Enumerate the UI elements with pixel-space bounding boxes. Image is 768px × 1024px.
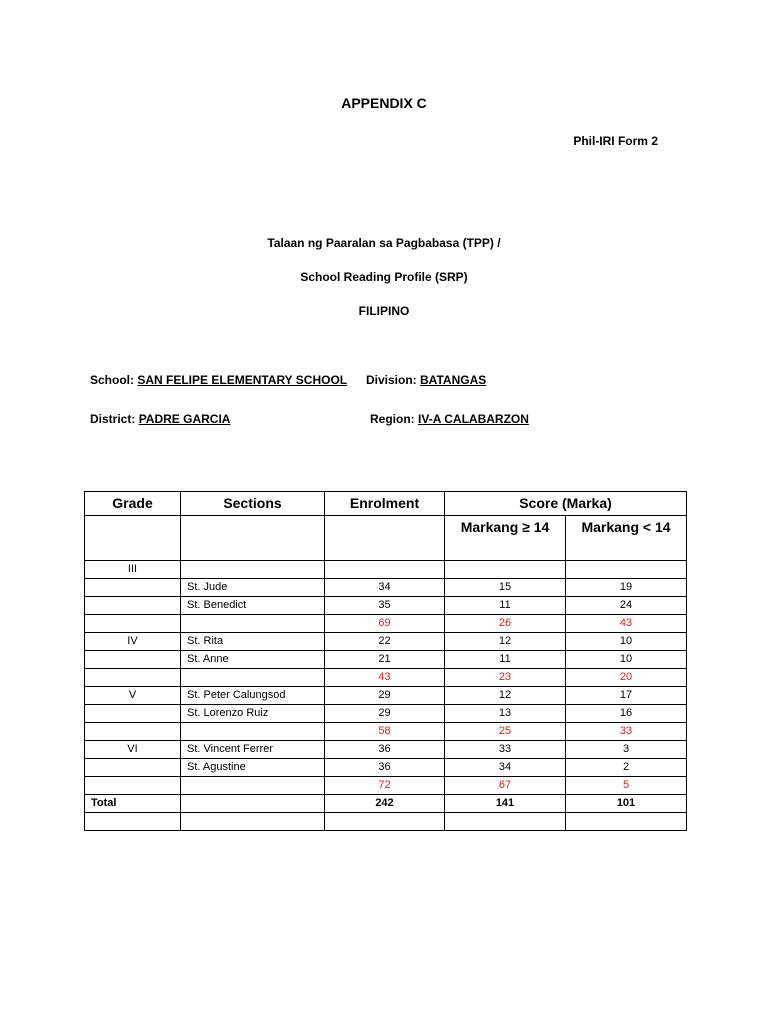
- document-title-line2: School Reading Profile (SRP): [300, 270, 468, 284]
- markang-lt-14-cell: 10: [566, 651, 687, 669]
- enrolment-cell: 58: [325, 723, 445, 741]
- table-row: [85, 741, 687, 759]
- markang-lt-14-cell: 33: [566, 723, 687, 741]
- grade-cell: III: [85, 561, 181, 579]
- region-field: [370, 412, 529, 426]
- appendix-title: APPENDIX C: [341, 95, 427, 111]
- markang-ge-14-cell: 15: [445, 579, 566, 597]
- section-cell: [181, 615, 325, 633]
- markang-lt-14-cell: 3: [566, 741, 687, 759]
- markang-ge-14-cell: 12: [445, 687, 566, 705]
- subtotal-row: [85, 669, 687, 687]
- district-value: PADRE GARCIA: [138, 412, 231, 426]
- school-field: [90, 373, 347, 387]
- empty-cell: [325, 813, 445, 831]
- division-value: BATANGAS: [420, 373, 487, 387]
- section-cell: St. Jude: [181, 579, 325, 597]
- section-cell: St. Vincent Ferrer: [181, 741, 325, 759]
- grade-cell: [85, 615, 181, 633]
- empty-cell: [566, 813, 687, 831]
- markang-ge-14-cell: 11: [445, 597, 566, 615]
- table-subheader-row: [85, 516, 687, 561]
- header-score: Score (Marka): [445, 492, 687, 516]
- subtotal-row: [85, 723, 687, 741]
- enrolment-cell: 36: [325, 759, 445, 777]
- header-markang-lt-14: Markang < 14: [566, 516, 687, 561]
- section-cell: St. Anne: [181, 651, 325, 669]
- document-title-line1: Talaan ng Paaralan sa Pagbabasa (TPP) /: [267, 236, 501, 250]
- markang-ge-14-cell: 11: [445, 651, 566, 669]
- markang-lt-14-cell: 10: [566, 633, 687, 651]
- grade-cell: V: [85, 687, 181, 705]
- markang-ge-14-cell: 34: [445, 759, 566, 777]
- enrolment-cell: 35: [325, 597, 445, 615]
- enrolment-cell: 29: [325, 687, 445, 705]
- district-field: [90, 412, 230, 426]
- markang-lt-14-cell: 17: [566, 687, 687, 705]
- table-header-row: [85, 492, 687, 516]
- grade-cell: [85, 597, 181, 615]
- markang-lt-14-cell: 16: [566, 705, 687, 723]
- markang-ge-14-cell: 25: [445, 723, 566, 741]
- header-grade: Grade: [85, 492, 181, 516]
- grade-cell: [85, 669, 181, 687]
- enrolment-cell: 22: [325, 633, 445, 651]
- enrolment-cell: 72: [325, 777, 445, 795]
- section-cell: [181, 777, 325, 795]
- section-cell: [181, 561, 325, 579]
- section-cell: St. Lorenzo Ruiz: [181, 705, 325, 723]
- enrolment-cell: 29: [325, 705, 445, 723]
- markang-ge-14-cell: 23: [445, 669, 566, 687]
- header-sections: Sections: [181, 492, 325, 516]
- enrolment-cell: 21: [325, 651, 445, 669]
- markang-lt-14-cell: [566, 561, 687, 579]
- school-value: SAN FELIPE ELEMENTARY SCHOOL: [137, 373, 348, 387]
- markang-lt-14-cell: 43: [566, 615, 687, 633]
- section-cell: St. Rita: [181, 633, 325, 651]
- enrolment-cell: 34: [325, 579, 445, 597]
- total-section: [181, 795, 325, 813]
- table-row: [85, 759, 687, 777]
- empty-cell: [85, 813, 181, 831]
- section-cell: St. Peter Calungsod: [181, 687, 325, 705]
- subject-label: FILIPINO: [358, 304, 410, 318]
- form-label: Phil-IRI Form 2: [573, 134, 658, 148]
- region-value: IV-A CALABARZON: [418, 412, 529, 426]
- region-label: Region:: [370, 412, 415, 426]
- total-row: [85, 795, 687, 813]
- total-label: Total: [85, 795, 181, 813]
- grade-cell: [85, 705, 181, 723]
- markang-ge-14-cell: [445, 561, 566, 579]
- subheader-empty: [85, 516, 181, 561]
- grade-cell: [85, 759, 181, 777]
- enrolment-cell: [325, 561, 445, 579]
- grade-cell: [85, 651, 181, 669]
- markang-lt-14-cell: 2: [566, 759, 687, 777]
- enrolment-cell: 69: [325, 615, 445, 633]
- grade-cell: [85, 777, 181, 795]
- school-label: School:: [90, 373, 134, 387]
- markang-lt-14-cell: 19: [566, 579, 687, 597]
- empty-cell: [181, 813, 325, 831]
- grade-cell: IV: [85, 633, 181, 651]
- district-label: District:: [90, 412, 136, 426]
- grade-cell: VI: [85, 741, 181, 759]
- markang-ge-14-cell: 67: [445, 777, 566, 795]
- empty-row: [85, 813, 687, 831]
- reading-profile-table: [84, 491, 687, 831]
- division-field: [366, 373, 486, 387]
- markang-lt-14-cell: 5: [566, 777, 687, 795]
- header-enrolment: Enrolment: [325, 492, 445, 516]
- enrolment-cell: 43: [325, 669, 445, 687]
- section-cell: St. Agustine: [181, 759, 325, 777]
- markang-ge-14-cell: 12: [445, 633, 566, 651]
- markang-lt-14-cell: 20: [566, 669, 687, 687]
- markang-ge-14-cell: 13: [445, 705, 566, 723]
- total-enrolment: 242: [325, 795, 445, 813]
- division-label: Division:: [366, 373, 417, 387]
- table-row: [85, 705, 687, 723]
- enrolment-cell: 36: [325, 741, 445, 759]
- subtotal-row: [85, 615, 687, 633]
- table-row: [85, 597, 687, 615]
- subtotal-row: [85, 777, 687, 795]
- table-row: [85, 633, 687, 651]
- table-row: [85, 561, 687, 579]
- empty-cell: [445, 813, 566, 831]
- header-markang-ge-14: Markang ≥ 14: [445, 516, 566, 561]
- subheader-empty: [325, 516, 445, 561]
- table-row: [85, 579, 687, 597]
- table-row: [85, 651, 687, 669]
- section-cell: [181, 723, 325, 741]
- subheader-empty: [181, 516, 325, 561]
- total-lt14: 101: [566, 795, 687, 813]
- markang-ge-14-cell: 33: [445, 741, 566, 759]
- section-cell: [181, 669, 325, 687]
- grade-cell: [85, 579, 181, 597]
- markang-ge-14-cell: 26: [445, 615, 566, 633]
- grade-cell: [85, 723, 181, 741]
- total-ge14: 141: [445, 795, 566, 813]
- section-cell: St. Benedict: [181, 597, 325, 615]
- markang-lt-14-cell: 24: [566, 597, 687, 615]
- table-row: [85, 687, 687, 705]
